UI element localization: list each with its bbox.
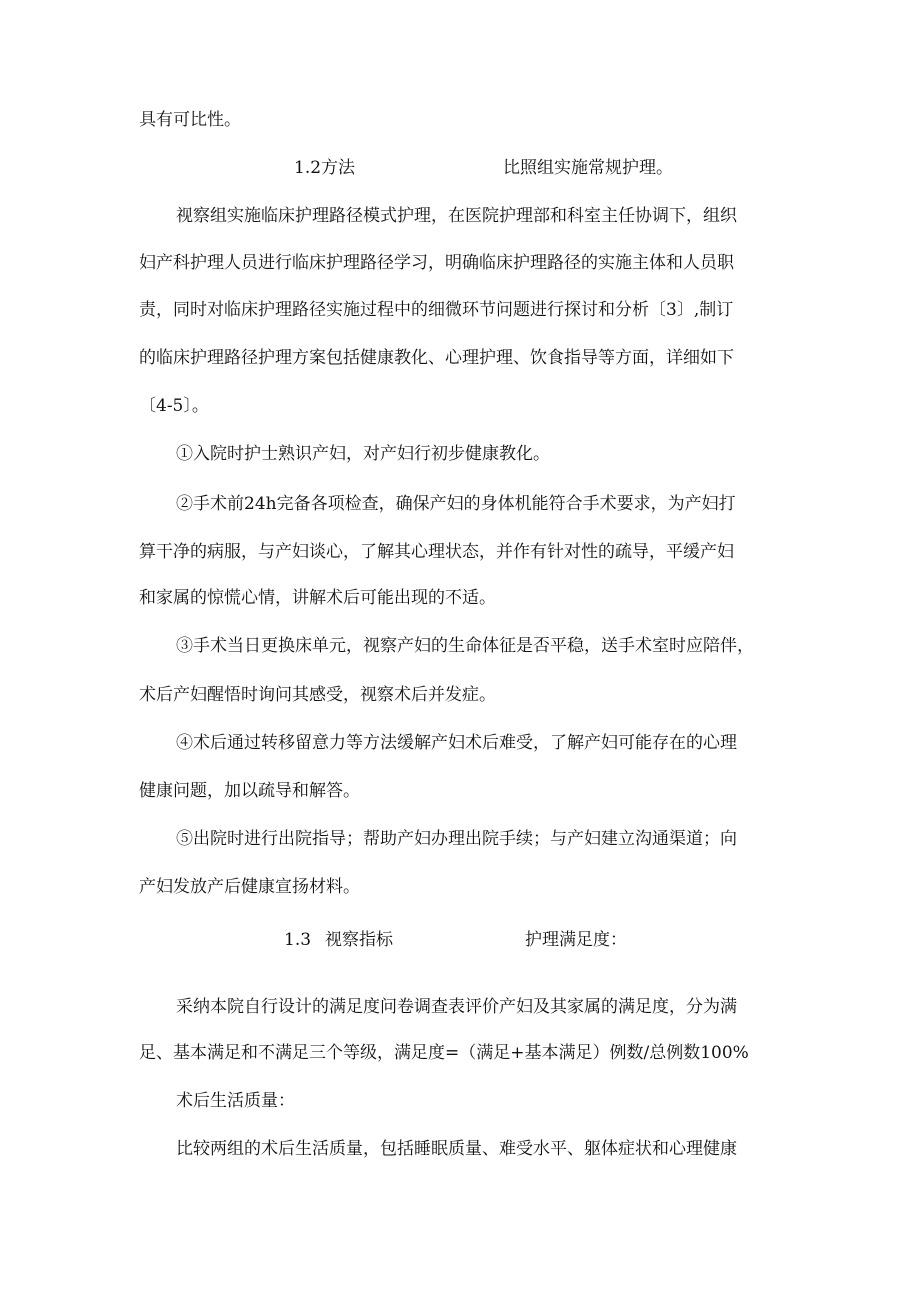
section-number: 1.3	[284, 930, 312, 950]
paragraph-line: 具有可比性。	[139, 110, 241, 130]
paragraph-line: 的临床护理路径护理方案包括健康教化、心理护理、饮食指导等方面，详细如下	[139, 348, 734, 368]
section-heading-1-3	[284, 928, 393, 952]
paragraph-line: 比较两组的术后生活质量，包括睡眠质量、难受水平、躯体症状和心理健康	[176, 1139, 737, 1159]
paragraph-line: 术后产妇醒悟时询问其感受，视察术后并发症。	[139, 685, 496, 705]
section-heading-1-2	[294, 156, 355, 180]
section-number: 1.2	[294, 158, 322, 178]
section-note: 护理满足度：	[525, 930, 627, 950]
list-item: ⑤出院时进行出院指导；帮助产妇办理出院手续；与产妇建立沟通渠道；向	[176, 829, 737, 849]
list-item: ①入院时护士熟识产妇，对产妇行初步健康教化。	[176, 444, 550, 464]
paragraph-line: 采纳本院自行设计的满足度问卷调查表评价产妇及其家属的满足度，分为满	[176, 997, 737, 1017]
paragraph-line: 产妇发放产后健康宣扬材料。	[139, 877, 360, 897]
section-note: 比照组实施常规护理。	[503, 158, 673, 178]
paragraph-line: 妇产科护理人员进行临床护理路径学习，明确临床护理路径的实施主体和人员职	[139, 253, 734, 273]
subheading: 术后生活质量：	[176, 1091, 295, 1111]
paragraph-line: 〔4-5〕。	[139, 396, 209, 416]
paragraph-line: 足、基本满足和不满足三个等级，满足度=（满足+基本满足）例数/总例数100%	[139, 1043, 749, 1063]
list-item: ④术后通过转移留意力等方法缓解产妇术后难受，了解产妇可能存在的心理	[176, 733, 737, 753]
paragraph-line: 算干净的病服，与产妇谈心，了解其心理状态，并作有针对性的疏导，平缓产妇	[139, 542, 734, 562]
paragraph-line: 健康问题，加以疏导和解答。	[139, 781, 360, 801]
section-title: 方法	[321, 158, 356, 178]
list-item: ②手术前24h完备各项检查，确保产妇的身体机能符合手术要求，为产妇打	[176, 494, 736, 514]
paragraph-line: 视察组实施临床护理路径模式护理，在医院护理部和科室主任协调下，组织	[176, 206, 737, 226]
list-item: ③手术当日更换床单元，视察产妇的生命体征是否平稳，送手术室时应陪伴，	[176, 636, 754, 656]
paragraph-line: 和家属的惊慌心情，讲解术后可能出现的不适。	[139, 588, 496, 608]
section-title: 视察指标	[325, 930, 394, 950]
paragraph-line: 责，同时对临床护理路径实施过程中的细微环节问题进行探讨和分析〔3〕,制订	[139, 300, 734, 320]
